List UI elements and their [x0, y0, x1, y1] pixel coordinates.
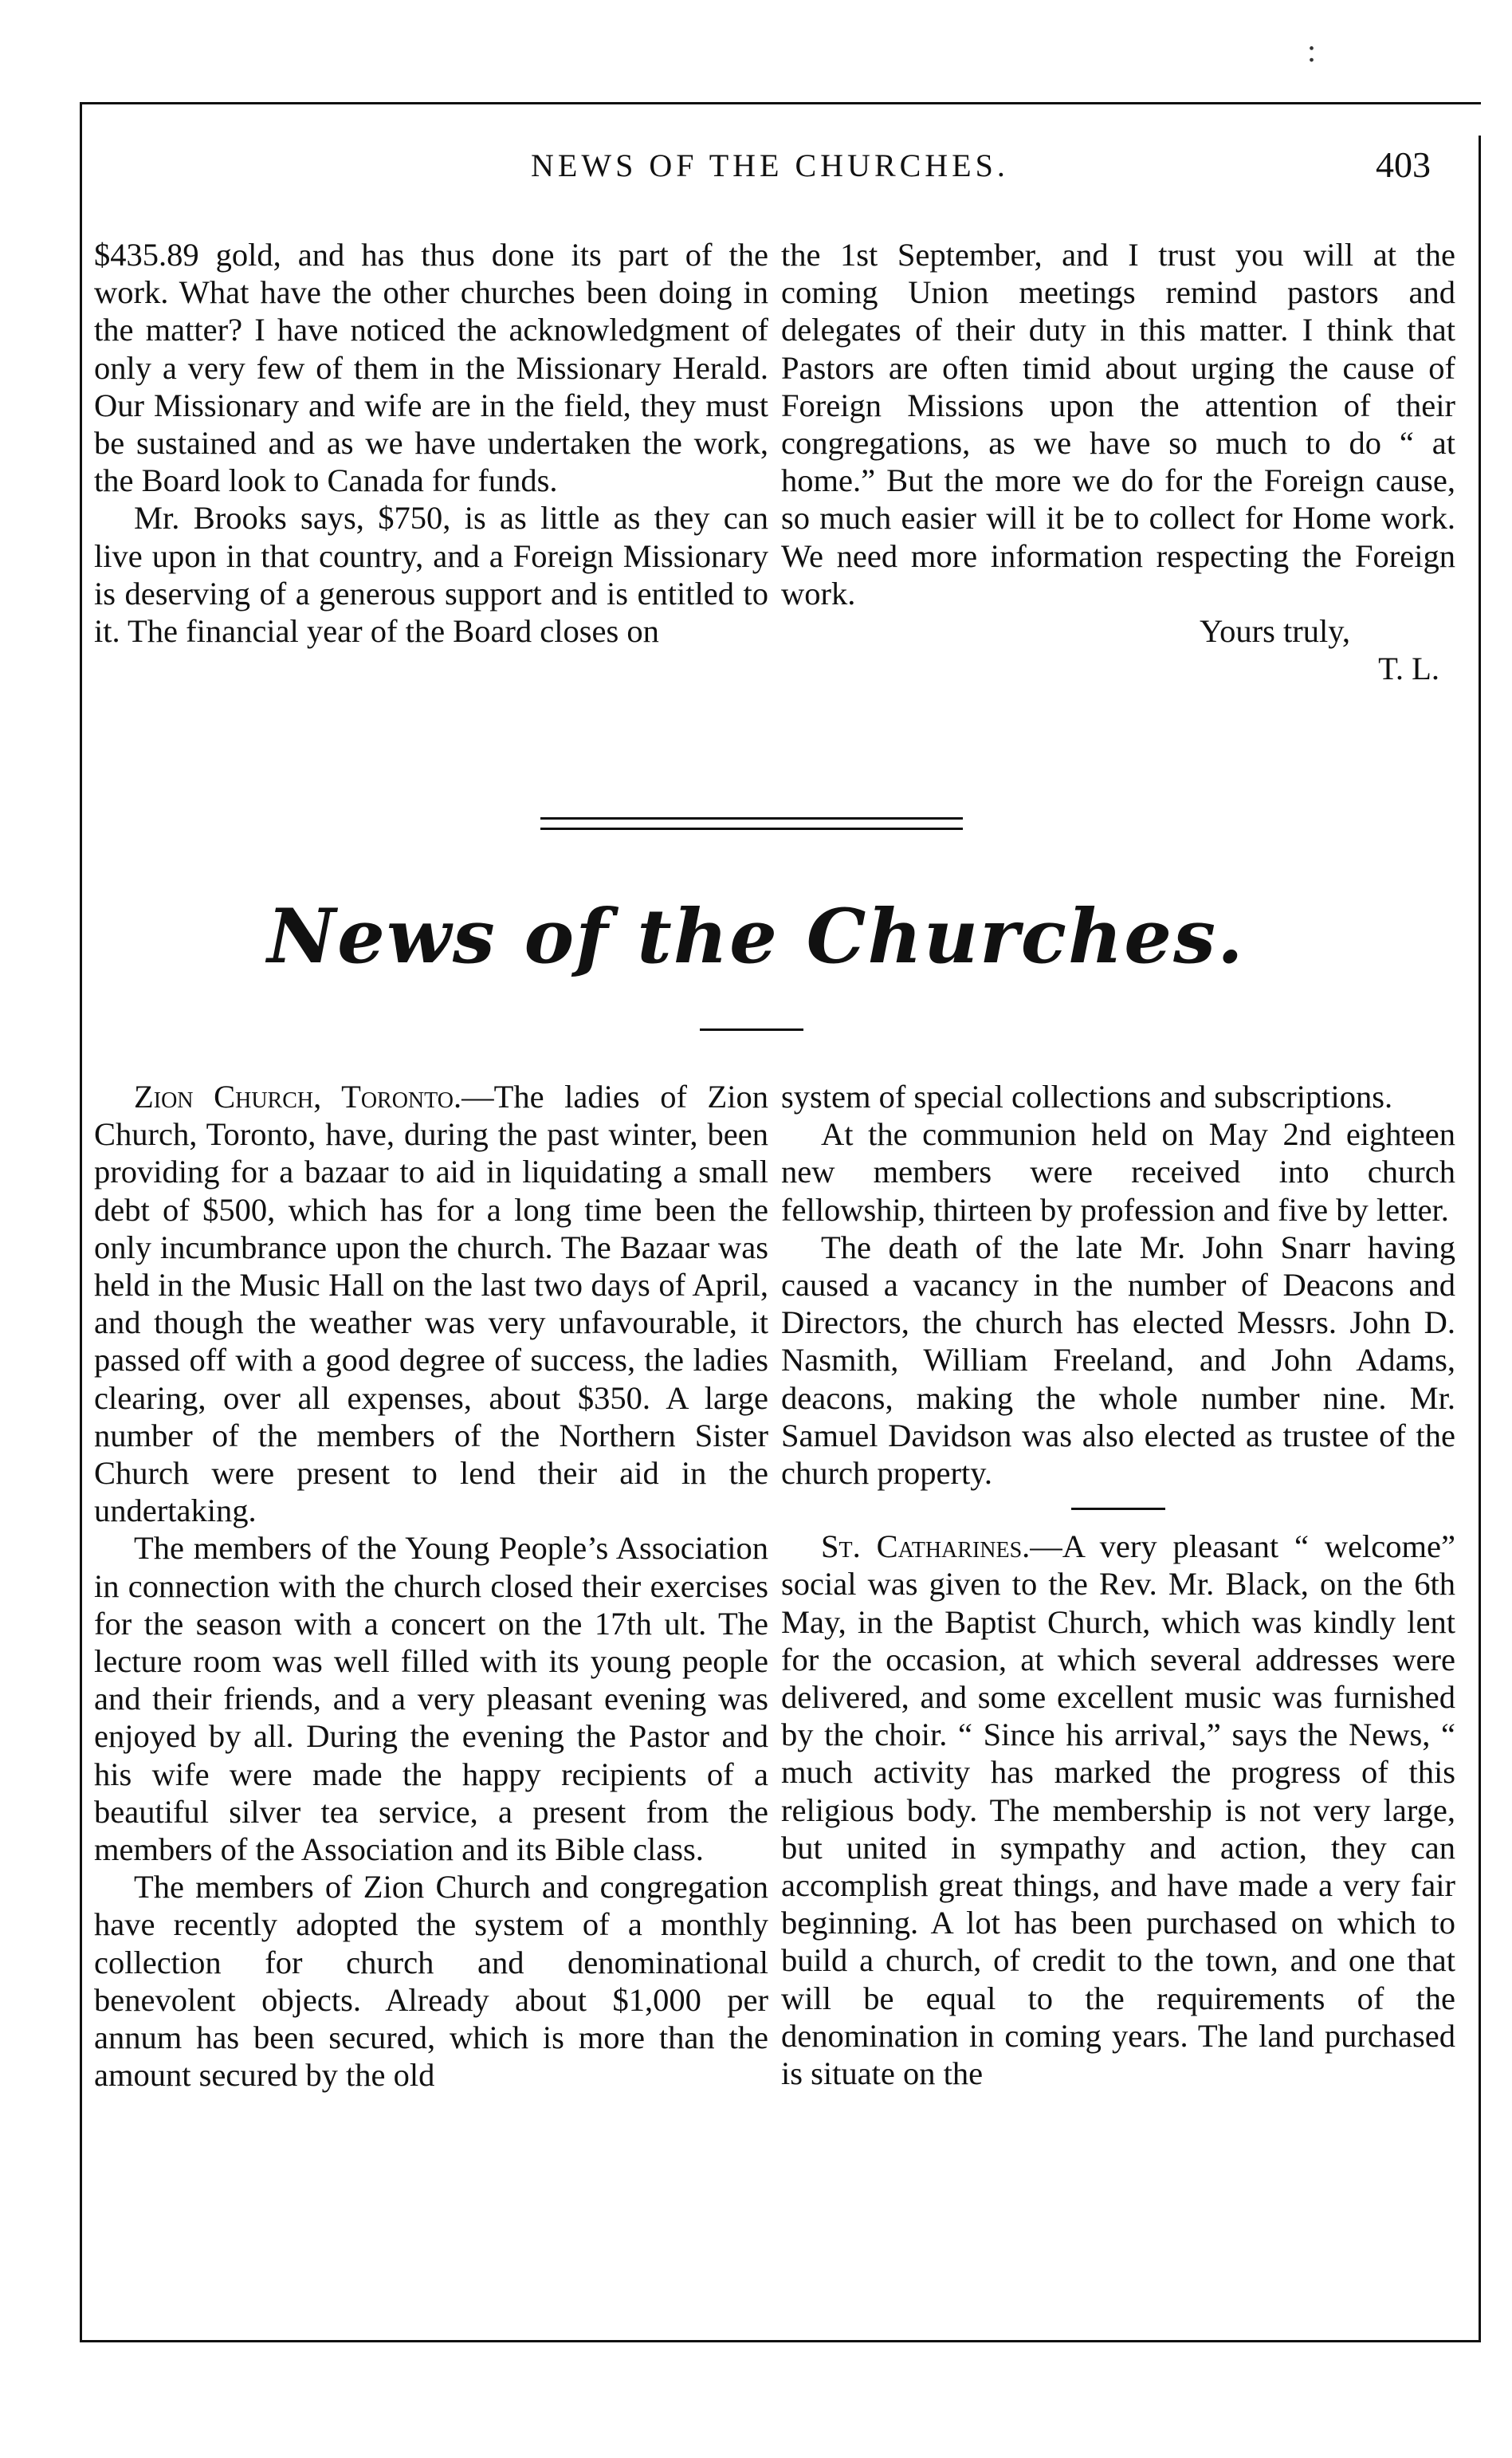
news-paragraph: At the communion held on May 2nd eighteen new members were received into church fellowship, thirteen by profession and five by letter.	[781, 1116, 1455, 1228]
letter-paragraph: the 1st September, and I trust you will at the coming Union meetings remind pastors and delegates of their duty in this matter. I think that Pastors are often timid about urging the cause of Foreign Missions upon the attention of their congregations, as we have so much to do “ at home.” But the more we do for the Foreign cause, so much easier will it be to collect for Home work. We need more information respecting the Foreign work.	[781, 237, 1455, 612]
page-frame-left-rule	[80, 102, 82, 2342]
section-divider-double-rule	[540, 817, 963, 830]
page-frame-right-rule	[1479, 136, 1481, 2342]
page-frame-top-rule	[80, 102, 1481, 104]
letter-right-column	[781, 236, 1455, 687]
news-paragraph: system of special collections and subscriptions.	[781, 1079, 1393, 1115]
article-lead-st-catharines: St. Catharines.	[821, 1528, 1031, 1565]
page-number: 403	[1376, 144, 1431, 185]
article-lead-zion-church: Zion Church, Toronto.	[134, 1079, 462, 1115]
news-paragraph	[781, 1528, 1455, 2092]
page-frame-bottom-rule	[80, 2340, 1481, 2342]
letter-paragraph: $435.89 gold, and has thus done its part of the work. What have the other churches been doing in the matter? I have noticed the acknowledgment of only a very few of them in the Missionary Herald. Our Missionary and wife are in the field, they must be sustained and as we have undertaken the work, the Board look to Canada for funds.	[94, 237, 768, 499]
news-paragraph: The members of the Young People’s Association in connection with the church closed their exercises for the season with a concert on the 17th ult. The lecture room was well filled with its young people and their friends, and a very pleasant evening was enjoyed by all. During the evening the Pastor and his wife were made the happy recipients of a beautiful silver tea service, a present from the members of the Association and its Bible class.	[94, 1530, 768, 1868]
news-left-column	[94, 1078, 768, 2094]
heading-underline-rule	[700, 1028, 803, 1031]
letter-left-column	[94, 236, 768, 650]
paragraph-text: —The ladies of Zion Church, Toronto, have, during the past winter, been providing for a bazaar to aid in liquidating a small debt of $500, which has for a long time been the only incumbrance upon the church. The Bazaar was held in the Music Hall on the last two days of April, and though the weather was very unfavourable, it passed off with a good degree of success, the ladies clearing, over all expenses, about $350. A large number of the members of the Northern Sister Church were present to lend their aid in the undertaking.	[94, 1079, 768, 1529]
letter-closing: Yours truly,	[1199, 613, 1350, 650]
news-paragraph	[94, 1078, 768, 1529]
news-paragraph: The death of the late Mr. John Snarr having caused a vacancy in the number of Deacons and Directors, the church has elected Messrs. John D. Nasmith, William Freeland, and John Adams, deacons, making the whole number nine. Mr. Samuel Davidson was also elected as trustee of the church property.	[781, 1229, 1455, 1492]
letter-signature: T. L.	[1378, 651, 1439, 687]
running-head-title: NEWS OF THE CHURCHES.	[531, 147, 1009, 183]
paragraph-text: —A very pleasant “ welcome” social was given to the Rev. Mr. Black, on the 6th May, in the Baptist Church, which was kindly lent for the occasion, at which several addresses were delivered, and some excellent music was furnished by the choir. “ Since his arrival,” says the News, “ much activity has marked the progress of this religious body. The membership is not very large, but united in sympathy and action, they can accomplish great things, and have made a very fair beginning. A lot has been purchased on which to build a church, of credit to the town, and one that will be equal to the requirements of the denomination in coming years. The land purchased is situate on the	[781, 1528, 1455, 2092]
section-heading: News of the Churches.	[267, 893, 1245, 981]
news-paragraph: The members of Zion Church and congregation have recently adopted the system of a monthly collection for church and denominational benevolent objects. Already about $1,000 per annum has been secured, which is more than the amount secured by the old	[94, 1869, 768, 2094]
margin-speck: :	[1307, 33, 1317, 69]
letter-paragraph: Mr. Brooks says, $750, is as little as they can live upon in that country, and a Foreign Missionary is deserving of a generous support and is entitled to it. The financial year of the Board closes on	[94, 500, 768, 650]
article-separator-rule	[1071, 1508, 1165, 1510]
running-head	[0, 144, 1512, 195]
news-right-column	[781, 1078, 1455, 2092]
